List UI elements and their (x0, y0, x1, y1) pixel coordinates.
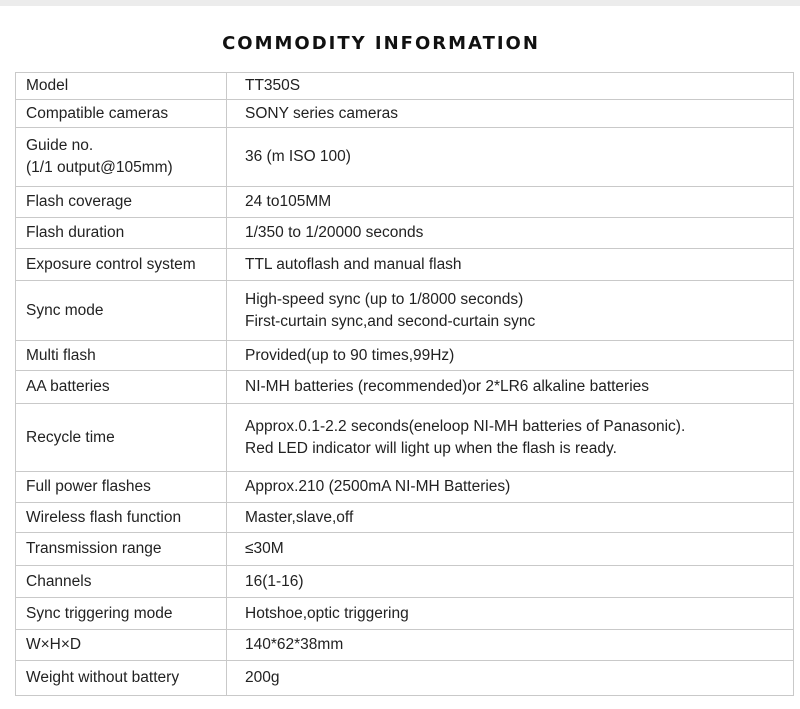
spec-row-model (16, 73, 794, 100)
spec-label (16, 281, 227, 341)
spec-row-wireless-flash (16, 503, 794, 533)
spec-row-multi-flash (16, 341, 794, 371)
spec-label (16, 533, 227, 566)
spec-row-weight (16, 661, 794, 696)
spec-label-line: Model (26, 77, 69, 94)
spec-value-line: 24 to105MM (245, 193, 332, 210)
spec-label (16, 187, 227, 218)
spec-label-line: W×H×D (26, 636, 82, 653)
spec-label-line: Channels (26, 572, 92, 590)
spec-label-line: (1/1 output@105mm) (26, 159, 173, 176)
spec-label-line: Recycle time (26, 428, 115, 446)
spec-row-aa-batteries (16, 371, 794, 404)
spec-label-line: Exposure control system (26, 255, 196, 273)
spec-value-line: Red LED indicator will light up when the flash is ready. (245, 439, 617, 457)
spec-value-line: ≤30M (245, 540, 284, 557)
spec-label (16, 503, 227, 533)
spec-row-sync-triggering (16, 598, 794, 630)
spec-row-compatible-cameras (16, 100, 794, 128)
spec-label-line: Weight without battery (26, 669, 180, 686)
spec-value-line: TTL autoflash and manual flash (245, 255, 462, 273)
spec-value (227, 218, 794, 249)
spec-label-line: Full power flashes (26, 478, 151, 495)
spec-row-dimensions (16, 630, 794, 661)
spec-row-guide-no (16, 128, 794, 187)
spec-value-line: 1/350 to 1/20000 seconds (245, 224, 424, 241)
spec-label (16, 128, 227, 187)
spec-label (16, 472, 227, 503)
spec-table-body (16, 73, 794, 696)
spec-row-sync-mode (16, 281, 794, 341)
spec-row-recycle-time (16, 404, 794, 472)
spec-value-line: 16(1-16) (245, 572, 304, 590)
spec-value-line: 200g (245, 669, 280, 686)
spec-value (227, 630, 794, 661)
spec-label (16, 100, 227, 128)
spec-value (227, 404, 794, 472)
spec-label (16, 218, 227, 249)
spec-value (227, 128, 794, 187)
spec-value-line: 36 (m ISO 100) (245, 148, 351, 165)
spec-label (16, 566, 227, 598)
spec-label-line: Transmission range (26, 540, 162, 557)
spec-value-line: SONY series cameras (245, 104, 399, 122)
spec-value-line: First-curtain sync,and second-curtain sync (245, 312, 536, 330)
spec-value (227, 73, 794, 100)
spec-value (227, 533, 794, 566)
spec-value-line: Hotshoe,optic triggering (245, 604, 409, 622)
spec-value-line: High-speed sync (up to 1/8000 seconds) (245, 290, 524, 308)
spec-row-channels (16, 566, 794, 598)
spec-value-line: 140*62*38mm (245, 636, 344, 653)
spec-value (227, 661, 794, 696)
spec-value-line: Approx.210 (2500mA NI-MH Batteries) (245, 478, 511, 495)
spec-value-line: TT350S (245, 77, 301, 94)
spec-value (227, 472, 794, 503)
spec-value-line: Master,slave,off (245, 508, 354, 526)
spec-label (16, 661, 227, 696)
spec-value (227, 371, 794, 404)
spec-value-line: Provided(up to 90 times,99Hz) (245, 346, 455, 364)
spec-label-line: Wireless flash function (26, 508, 182, 526)
spec-label-line: Flash coverage (26, 193, 132, 210)
spec-value (227, 503, 794, 533)
spec-label-line: Sync mode (26, 301, 104, 319)
spec-label-line: Flash duration (26, 224, 125, 241)
spec-label-line: AA batteries (26, 378, 110, 395)
spec-label (16, 630, 227, 661)
spec-label-line: Guide no. (26, 137, 94, 154)
spec-value-line: NI-MH batteries (recommended)or 2*LR6 alkaline batteries (245, 378, 650, 395)
spec-row-flash-coverage (16, 187, 794, 218)
spec-row-transmission-range (16, 533, 794, 566)
page-title: COMMODITY INFORMATION (222, 33, 540, 54)
spec-row-exposure-control (16, 249, 794, 281)
spec-table (15, 72, 794, 696)
spec-value-line: Approx.0.1-2.2 seconds(eneloop NI-MH batteries of Panasonic). (245, 417, 686, 435)
spec-label (16, 404, 227, 472)
spec-label (16, 249, 227, 281)
spec-row-full-power-flashes (16, 472, 794, 503)
spec-value (227, 187, 794, 218)
spec-label (16, 341, 227, 371)
spec-value (227, 100, 794, 128)
spec-row-flash-duration (16, 218, 794, 249)
spec-label-line: Compatible cameras (26, 104, 169, 122)
spec-value (227, 566, 794, 598)
spec-label (16, 598, 227, 630)
spec-value (227, 249, 794, 281)
spec-value (227, 281, 794, 341)
spec-label (16, 73, 227, 100)
spec-label-line: Multi flash (26, 346, 96, 364)
spec-value (227, 598, 794, 630)
spec-value (227, 341, 794, 371)
spec-label (16, 371, 227, 404)
top-divider-strip (0, 0, 800, 6)
spec-label-line: Sync triggering mode (26, 604, 173, 622)
